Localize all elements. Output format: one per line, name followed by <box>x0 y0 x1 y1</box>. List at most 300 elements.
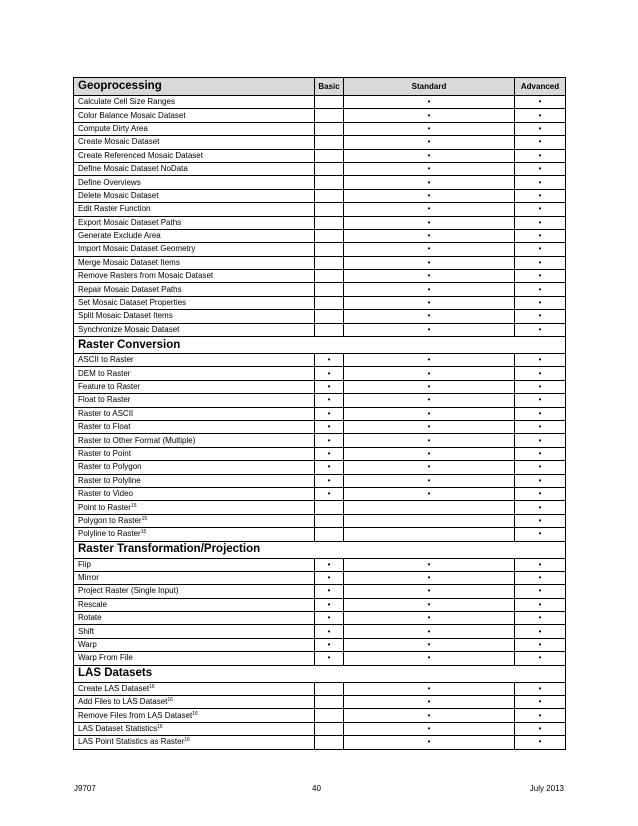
bullet-icon: • <box>327 559 331 569</box>
bullet-icon: • <box>538 271 542 281</box>
bullet-icon: • <box>538 489 542 499</box>
table-row <box>74 283 566 296</box>
bullet-icon: • <box>538 737 542 747</box>
bullet-icon: • <box>327 475 331 485</box>
bullet-icon: • <box>427 462 431 472</box>
tool-name-cell <box>74 270 315 283</box>
tool-name: Compute Dirty Area <box>78 123 148 133</box>
tool-name: Generate Exclude Area <box>78 231 161 241</box>
bullet-icon: • <box>538 599 542 609</box>
bullet-icon: • <box>538 150 542 160</box>
table-row <box>74 243 566 256</box>
advanced-availability-cell <box>515 612 566 625</box>
bullet-icon: • <box>427 626 431 636</box>
tool-name: Rescale <box>78 599 107 609</box>
advanced-availability-cell <box>515 474 566 487</box>
basic-availability-cell <box>315 696 344 709</box>
advanced-availability-cell <box>515 709 566 722</box>
column-header-label: Basic <box>318 82 340 91</box>
bullet-icon: • <box>427 422 431 432</box>
bullet-icon: • <box>538 462 542 472</box>
bullet-icon: • <box>327 368 331 378</box>
bullet-icon: • <box>327 422 331 432</box>
bullet-icon: • <box>427 723 431 733</box>
tool-name-cell <box>74 514 315 527</box>
advanced-availability-cell <box>515 571 566 584</box>
standard-availability-cell <box>344 625 515 638</box>
basic-availability-cell <box>315 109 344 122</box>
tool-name-cell <box>74 189 315 202</box>
tool-name-cell <box>74 229 315 242</box>
standard-availability-cell <box>344 136 515 149</box>
tool-name-cell <box>74 612 315 625</box>
tool-name-cell <box>74 696 315 709</box>
tool-name: Delete Mosaic Dataset <box>78 190 159 200</box>
section-title: LAS Datasets <box>74 665 566 682</box>
bullet-icon: • <box>427 355 431 365</box>
bullet-icon: • <box>427 653 431 663</box>
table-row <box>74 638 566 651</box>
table-row <box>74 487 566 500</box>
bullet-icon: • <box>427 311 431 321</box>
basic-availability-cell <box>315 203 344 216</box>
bullet-icon: • <box>538 382 542 391</box>
bullet-icon: • <box>538 368 542 378</box>
tool-name-cell <box>74 638 315 651</box>
basic-availability-cell <box>315 407 344 420</box>
table-row <box>74 96 566 109</box>
tool-name: Raster to Float <box>78 422 131 432</box>
bullet-icon: • <box>327 435 331 445</box>
basic-availability-cell <box>315 571 344 584</box>
table-row <box>74 367 566 380</box>
bullet-icon: • <box>538 435 542 445</box>
table-row <box>74 310 566 323</box>
section-title: Geoprocessing <box>74 78 315 96</box>
standard-availability-cell <box>344 394 515 407</box>
basic-availability-cell <box>315 709 344 722</box>
advanced-availability-cell <box>515 109 566 122</box>
tool-name: Create Mosaic Dataset <box>78 137 160 147</box>
tool-name: Raster to ASCII <box>78 408 134 418</box>
advanced-availability-cell <box>515 514 566 527</box>
bullet-icon: • <box>538 110 542 120</box>
bullet-icon: • <box>327 653 331 663</box>
section-header <box>74 541 566 558</box>
column-header <box>315 78 344 96</box>
standard-availability-cell <box>344 229 515 242</box>
bullet-icon: • <box>427 683 431 693</box>
table-row <box>74 380 566 393</box>
bullet-icon: • <box>538 586 542 596</box>
table-row <box>74 696 566 709</box>
advanced-availability-cell <box>515 256 566 269</box>
advanced-availability-cell <box>515 189 566 202</box>
table-row <box>74 612 566 625</box>
bullet-icon: • <box>427 640 431 650</box>
table-row <box>74 149 566 162</box>
bullet-icon: • <box>327 395 331 405</box>
tool-name-cell <box>74 625 315 638</box>
advanced-availability-cell <box>515 420 566 433</box>
bullet-icon: • <box>327 613 331 623</box>
tool-name-cell <box>74 434 315 447</box>
table-row <box>74 189 566 202</box>
bullet-icon: • <box>427 324 431 334</box>
tool-name: Rotate <box>78 613 102 623</box>
basic-availability-cell <box>315 394 344 407</box>
bullet-icon: • <box>538 697 542 707</box>
basic-availability-cell <box>315 96 344 109</box>
bullet-icon: • <box>427 573 431 583</box>
tool-name-cell <box>74 571 315 584</box>
bullet-icon: • <box>538 177 542 187</box>
bullet-icon: • <box>538 613 542 623</box>
tool-name-cell <box>74 122 315 135</box>
bullet-icon: • <box>538 298 542 308</box>
bullet-icon: • <box>538 324 542 334</box>
standard-availability-cell <box>344 682 515 695</box>
tool-name-cell <box>74 367 315 380</box>
tool-name: Warp From File <box>78 653 133 663</box>
standard-availability-cell <box>344 203 515 216</box>
bullet-icon: • <box>538 257 542 267</box>
table-row <box>74 354 566 367</box>
advanced-availability-cell <box>515 696 566 709</box>
advanced-availability-cell <box>515 283 566 296</box>
advanced-availability-cell <box>515 229 566 242</box>
basic-availability-cell <box>315 229 344 242</box>
table-row <box>74 598 566 611</box>
basic-availability-cell <box>315 474 344 487</box>
table-row <box>74 528 566 541</box>
basic-availability-cell <box>315 149 344 162</box>
bullet-icon: • <box>427 97 431 107</box>
basic-availability-cell <box>315 354 344 367</box>
tool-name-cell <box>74 283 315 296</box>
advanced-availability-cell <box>515 176 566 189</box>
bullet-icon: • <box>538 640 542 650</box>
table-row <box>74 722 566 735</box>
table-row <box>74 585 566 598</box>
tool-name-cell <box>74 162 315 175</box>
column-header <box>515 78 566 96</box>
bullet-icon: • <box>538 217 542 227</box>
basic-availability-cell <box>315 162 344 175</box>
standard-availability-cell <box>344 270 515 283</box>
table-row <box>74 652 566 665</box>
bullet-icon: • <box>427 271 431 281</box>
advanced-availability-cell <box>515 380 566 393</box>
table-row <box>74 122 566 135</box>
tool-name: Create LAS Dataset <box>78 683 150 693</box>
advanced-availability-cell <box>515 598 566 611</box>
bullet-icon: • <box>427 599 431 609</box>
basic-availability-cell <box>315 625 344 638</box>
section-title: Raster Conversion <box>74 337 566 354</box>
bullet-icon: • <box>427 613 431 623</box>
standard-availability-cell <box>344 122 515 135</box>
standard-availability-cell <box>344 447 515 460</box>
advanced-availability-cell <box>515 203 566 216</box>
basic-availability-cell <box>315 176 344 189</box>
table-row <box>74 447 566 460</box>
tool-name-cell <box>74 176 315 189</box>
advanced-availability-cell <box>515 243 566 256</box>
bullet-icon: • <box>427 559 431 569</box>
tool-name: Add Files to LAS Dataset <box>78 697 168 707</box>
tool-name: Repair Mosaic Dataset Paths <box>78 284 182 294</box>
bullet-icon: • <box>327 599 331 609</box>
tool-name: Flip <box>78 559 91 569</box>
tool-name: Mirror <box>78 573 99 583</box>
license-level-table-body <box>74 78 566 750</box>
standard-availability-cell <box>344 176 515 189</box>
tool-name: Raster to Polyline <box>78 475 141 485</box>
footer-date: July 2013 <box>529 784 564 793</box>
tool-name: Export Mosaic Dataset Paths <box>78 217 182 227</box>
bullet-icon: • <box>538 123 542 133</box>
tool-name-cell <box>74 447 315 460</box>
table-row <box>74 229 566 242</box>
tool-name: Remove Files from LAS Dataset <box>78 710 193 720</box>
bullet-icon: • <box>538 204 542 214</box>
standard-availability-cell <box>344 612 515 625</box>
standard-availability-cell <box>344 558 515 571</box>
standard-availability-cell <box>344 598 515 611</box>
bullet-icon: • <box>538 710 542 720</box>
advanced-availability-cell <box>515 323 566 336</box>
footnote-marker: 16 <box>192 710 198 717</box>
tool-name-cell <box>74 501 315 514</box>
basic-availability-cell <box>315 638 344 651</box>
advanced-availability-cell <box>515 487 566 500</box>
table-row <box>74 501 566 514</box>
bullet-icon: • <box>538 559 542 569</box>
tool-name: Warp <box>78 640 97 650</box>
bullet-icon: • <box>538 137 542 147</box>
bullet-icon: • <box>427 190 431 200</box>
table-row <box>74 323 566 336</box>
standard-availability-cell <box>344 434 515 447</box>
advanced-availability-cell <box>515 652 566 665</box>
basic-availability-cell <box>315 296 344 309</box>
tool-name: Polyline to Raster <box>78 529 141 539</box>
tool-name: Raster to Polygon <box>78 462 142 472</box>
table-row <box>74 461 566 474</box>
standard-availability-cell <box>344 420 515 433</box>
tool-name-cell <box>74 394 315 407</box>
standard-availability-cell <box>344 407 515 420</box>
bullet-icon: • <box>538 244 542 254</box>
tool-name: Raster to Other Format (Multiple) <box>78 435 196 445</box>
tool-name-cell <box>74 354 315 367</box>
bullet-icon: • <box>538 164 542 174</box>
bullet-icon: • <box>538 190 542 200</box>
basic-availability-cell <box>315 270 344 283</box>
tool-name-cell <box>74 136 315 149</box>
standard-availability-cell <box>344 367 515 380</box>
standard-availability-cell <box>344 461 515 474</box>
bullet-icon: • <box>427 150 431 160</box>
tool-name-cell <box>74 558 315 571</box>
bullet-icon: • <box>327 382 331 391</box>
bullet-icon: • <box>427 137 431 147</box>
table-row <box>74 736 566 749</box>
table-row <box>74 514 566 527</box>
bullet-icon: • <box>538 284 542 294</box>
bullet-icon: • <box>327 448 331 458</box>
tool-name-cell <box>74 407 315 420</box>
bullet-icon: • <box>327 586 331 596</box>
bullet-icon: • <box>427 382 431 391</box>
bullet-icon: • <box>427 231 431 241</box>
standard-availability-cell <box>344 709 515 722</box>
standard-availability-cell <box>344 501 515 514</box>
advanced-availability-cell <box>515 558 566 571</box>
advanced-availability-cell <box>515 296 566 309</box>
footer-page-number: 40 <box>312 784 321 793</box>
standard-availability-cell <box>344 323 515 336</box>
bullet-icon: • <box>427 435 431 445</box>
tool-name: Remove Rasters from Mosaic Dataset <box>78 271 214 281</box>
bullet-icon: • <box>427 123 431 133</box>
advanced-availability-cell <box>515 501 566 514</box>
tool-name: Raster to Point <box>78 448 131 458</box>
footnote-marker: 16 <box>167 697 173 704</box>
standard-availability-cell <box>344 736 515 749</box>
table-row <box>74 434 566 447</box>
table-row <box>74 407 566 420</box>
tool-name-cell <box>74 585 315 598</box>
advanced-availability-cell <box>515 461 566 474</box>
table-row <box>74 625 566 638</box>
standard-availability-cell <box>344 354 515 367</box>
advanced-availability-cell <box>515 394 566 407</box>
advanced-availability-cell <box>515 682 566 695</box>
table-row <box>74 296 566 309</box>
basic-availability-cell <box>315 612 344 625</box>
basic-availability-cell <box>315 558 344 571</box>
basic-availability-cell <box>315 380 344 393</box>
table-row <box>74 176 566 189</box>
footnote-marker: 15 <box>141 515 148 522</box>
section-header <box>74 665 566 682</box>
table-row <box>74 256 566 269</box>
table-row <box>74 709 566 722</box>
standard-availability-cell <box>344 310 515 323</box>
advanced-availability-cell <box>515 528 566 541</box>
table-row <box>74 474 566 487</box>
tool-name: Shift <box>78 626 95 636</box>
bullet-icon: • <box>538 311 542 321</box>
bullet-icon: • <box>427 395 431 405</box>
tool-name-cell <box>74 487 315 500</box>
basic-availability-cell <box>315 682 344 695</box>
tool-name: Float to Raster <box>78 395 131 405</box>
standard-availability-cell <box>344 487 515 500</box>
basic-availability-cell <box>315 216 344 229</box>
tool-name-cell <box>74 528 315 541</box>
basic-availability-cell <box>315 736 344 749</box>
tool-name-cell <box>74 323 315 336</box>
tool-name: Edit Raster Function <box>78 204 151 214</box>
tool-name-cell <box>74 216 315 229</box>
table-row <box>74 216 566 229</box>
standard-availability-cell <box>344 474 515 487</box>
footnote-marker: 16 <box>149 683 155 690</box>
standard-availability-cell <box>344 722 515 735</box>
footnote-marker: 15 <box>130 502 137 509</box>
tool-name-cell <box>74 420 315 433</box>
standard-availability-cell <box>344 189 515 202</box>
bullet-icon: • <box>327 355 331 365</box>
tool-name: Project Raster (Single Input) <box>78 586 179 596</box>
standard-availability-cell <box>344 96 515 109</box>
bullet-icon: • <box>538 683 542 693</box>
column-header-label: Advanced <box>520 82 560 91</box>
basic-availability-cell <box>315 122 344 135</box>
bullet-icon: • <box>538 395 542 405</box>
bullet-icon: • <box>538 529 542 539</box>
advanced-availability-cell <box>515 270 566 283</box>
table-row <box>74 420 566 433</box>
bullet-icon: • <box>427 164 431 174</box>
bullet-icon: • <box>427 697 431 707</box>
table-row <box>74 270 566 283</box>
advanced-availability-cell <box>515 354 566 367</box>
tool-name-cell <box>74 598 315 611</box>
advanced-availability-cell <box>515 638 566 651</box>
basic-availability-cell <box>315 652 344 665</box>
tool-name: Define Mosaic Dataset NoData <box>78 164 188 174</box>
tool-name: ASCII to Raster <box>78 355 134 365</box>
basic-availability-cell <box>315 136 344 149</box>
basic-availability-cell <box>315 243 344 256</box>
bullet-icon: • <box>538 231 542 241</box>
tool-name: LAS Dataset Statistics <box>78 723 158 733</box>
advanced-availability-cell <box>515 310 566 323</box>
bullet-icon: • <box>427 475 431 485</box>
basic-availability-cell <box>315 189 344 202</box>
table-row <box>74 109 566 122</box>
bullet-icon: • <box>327 408 331 418</box>
bullet-icon: • <box>327 640 331 650</box>
tool-name: Polygon to Raster <box>78 515 142 525</box>
table-row <box>74 682 566 695</box>
advanced-availability-cell <box>515 122 566 135</box>
tool-name-cell <box>74 461 315 474</box>
tool-name-cell <box>74 474 315 487</box>
advanced-availability-cell <box>515 149 566 162</box>
bullet-icon: • <box>427 489 431 499</box>
advanced-availability-cell <box>515 434 566 447</box>
footnote-marker: 15 <box>140 529 147 536</box>
basic-availability-cell <box>315 323 344 336</box>
advanced-availability-cell <box>515 96 566 109</box>
basic-availability-cell <box>315 283 344 296</box>
standard-availability-cell <box>344 256 515 269</box>
bullet-icon: • <box>327 462 331 472</box>
bullet-icon: • <box>427 217 431 227</box>
tool-name: Set Mosaic Dataset Properties <box>78 298 187 308</box>
tool-name-cell <box>74 722 315 735</box>
basic-availability-cell <box>315 585 344 598</box>
tool-name-cell <box>74 296 315 309</box>
basic-availability-cell <box>315 501 344 514</box>
advanced-availability-cell <box>515 162 566 175</box>
basic-availability-cell <box>315 528 344 541</box>
